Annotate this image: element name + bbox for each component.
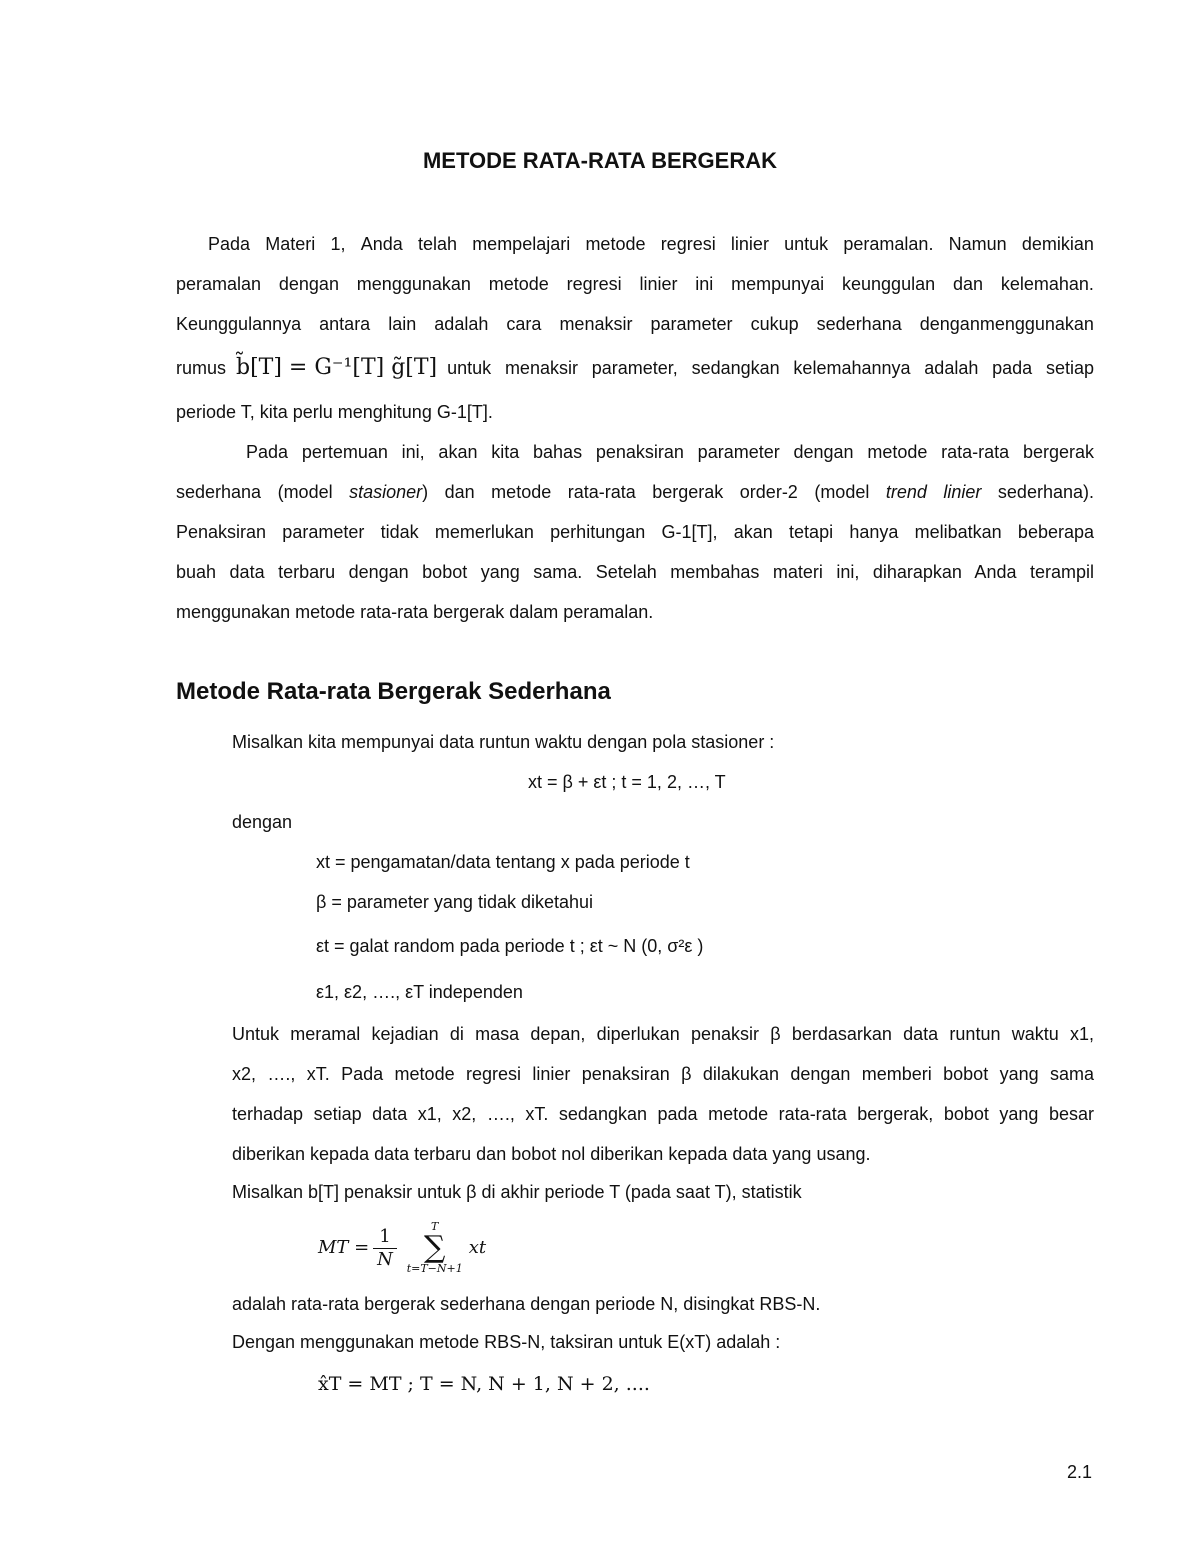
word: parameter <box>650 314 733 334</box>
section-p2-line-3: terhadap setiap data x1, x2, …., xT. sedangkan pada metode rata-rata bergerak, bobot yang besar <box>232 1104 1094 1124</box>
para2-line-4-text: buah data terbaru dengan bobot yang sama. Setelah membahas materi ini, diharapkan Anda terampil <box>176 562 1094 582</box>
word: 1, <box>330 234 346 254</box>
word: ini <box>695 274 714 294</box>
section-p4: adalah rata-rata bergerak sederhana dengan periode N, disingkat RBS-N. <box>232 1294 821 1314</box>
word: dan <box>952 274 983 294</box>
word: mempelajari <box>472 234 571 254</box>
word: Materi <box>265 234 316 254</box>
para2-line-1-text: Pada pertemuan ini, akan kita bahas penaksiran parameter dengan metode rata-rata bergerak <box>246 442 1094 462</box>
word: lain <box>388 314 417 334</box>
intro-line-5 <box>176 400 493 424</box>
word: mempunyai <box>731 274 825 294</box>
word: metode <box>488 274 549 294</box>
word: Keunggulannya <box>176 314 302 334</box>
word: adalah <box>434 314 489 334</box>
definition-independent: ε1, ε2, …., εT independen <box>316 982 523 1002</box>
word: dengan <box>278 274 339 294</box>
intro-line-1 <box>208 232 1094 256</box>
intro-rumus-label: rumus <box>176 358 227 378</box>
intro-line-2 <box>176 272 1094 296</box>
para2-l2-stasioner: stasioner <box>349 482 423 502</box>
para2-line-2 <box>176 480 1094 504</box>
definition-xt: xt = pengamatan/data tentang x pada periode t <box>316 852 690 872</box>
word: kelemahan. <box>1000 274 1094 294</box>
section-p1: Misalkan kita mempunyai data runtun waktu dengan pola stasioner : <box>232 732 775 752</box>
intro-line-4-rest: untuk menaksir parameter, sedangkan kelemahannya adalah pada setiap <box>447 358 1094 378</box>
intro-line-5-text: periode T, kita perlu menghitung G-1[T]. <box>176 402 493 422</box>
para2-line-3-text: Penaksiran parameter tidak memerlukan perhitungan G-1[T], akan tetapi hanya melibatkan beberapa <box>176 522 1094 542</box>
section-p2-line-1: Untuk meramal kejadian di masa depan, diperlukan penaksir β berdasarkan data runtun waktu x1, <box>232 1024 1094 1044</box>
section-p5: Dengan menggunakan metode RBS-N, taksiran untuk E(xT) adalah : <box>232 1332 781 1352</box>
word: Anda <box>360 234 403 254</box>
word: Namun <box>948 234 1007 254</box>
model-equation: xt = β + εt ; t = 1, 2, …, T <box>528 772 726 792</box>
mt-fraction-numerator: 1 <box>373 1226 396 1249</box>
section-p3: Misalkan b[T] penaksir untuk β di akhir periode T (pada saat T), statistik <box>232 1182 802 1202</box>
word: peramalan. <box>843 234 934 254</box>
word: Pada <box>208 234 251 254</box>
word: cara <box>506 314 542 334</box>
definition-beta: β = parameter yang tidak diketahui <box>316 892 594 912</box>
para2-line-1 <box>246 440 1094 464</box>
word: linier <box>730 234 769 254</box>
mt-fraction-denominator: N <box>377 1248 393 1270</box>
section-p2-line-2: x2, …., xT. Pada metode regresi linier penaksiran β dilakukan dengan memberi bobot yang sama <box>232 1064 1094 1084</box>
word: untuk <box>784 234 829 254</box>
para2-l2-trend: trend linier <box>885 482 982 502</box>
sigma-icon: ∑ <box>424 1230 446 1265</box>
para2-line-5 <box>176 600 653 624</box>
word: metode <box>585 234 646 254</box>
word: keunggulan <box>842 274 936 294</box>
word: demikian <box>1021 234 1094 254</box>
page-title: METODE RATA-RATA BERGERAK <box>422 148 778 173</box>
word: antara <box>319 314 371 334</box>
moving-average-formula <box>318 1218 486 1278</box>
dengan-label: dengan <box>232 812 293 832</box>
word: peramalan <box>176 274 262 294</box>
intro-line-3 <box>176 312 1094 336</box>
mt-sum-upper: T <box>431 1220 439 1233</box>
para2-l2-e: sederhana). <box>997 482 1094 502</box>
forecast-equation: x̂T = MT ; T = N, N + 1, N + 2, .... <box>318 1373 650 1395</box>
mt-lhs: MT = <box>318 1237 370 1258</box>
matrix-estimator-formula: b̃[T] = G⁻¹[T] g̃[T] <box>236 355 438 380</box>
section-heading: Metode Rata-rata Bergerak Sederhana <box>176 678 611 705</box>
intro-line-4 <box>176 356 1094 380</box>
word: cukup <box>750 314 799 334</box>
word: denganmenggunakan <box>919 314 1094 334</box>
word: telah <box>417 234 457 254</box>
word: regresi <box>566 274 622 294</box>
page-number: 2.1 <box>1066 1462 1092 1482</box>
definition-epsilon: εt = galat random pada periode t ; εt ~ N (0, σ²ε ) <box>316 936 704 956</box>
word: regresi <box>660 234 716 254</box>
word: menggunakan <box>356 274 471 294</box>
para2-line-5-text: menggunakan metode rata-rata bergerak dalam peramalan. <box>176 602 654 622</box>
mt-fraction <box>373 1226 396 1271</box>
para2-l2-a: sederhana (model <box>176 482 333 502</box>
para2-l2-c: ) dan metode rata-rata bergerak order-2 (model <box>422 482 870 502</box>
word: menaksir <box>559 314 633 334</box>
para2-line-4 <box>176 560 1094 584</box>
mt-summation <box>407 1221 463 1275</box>
word: linier <box>639 274 678 294</box>
section-p2-line-4: diberikan kepada data terbaru dan bobot nol diberikan kepada data yang usang. <box>232 1144 871 1164</box>
para2-line-3 <box>176 520 1094 544</box>
word: sederhana <box>816 314 902 334</box>
mt-term: xt <box>468 1237 487 1258</box>
mt-sum-lower: t=T−N+1 <box>406 1262 463 1275</box>
